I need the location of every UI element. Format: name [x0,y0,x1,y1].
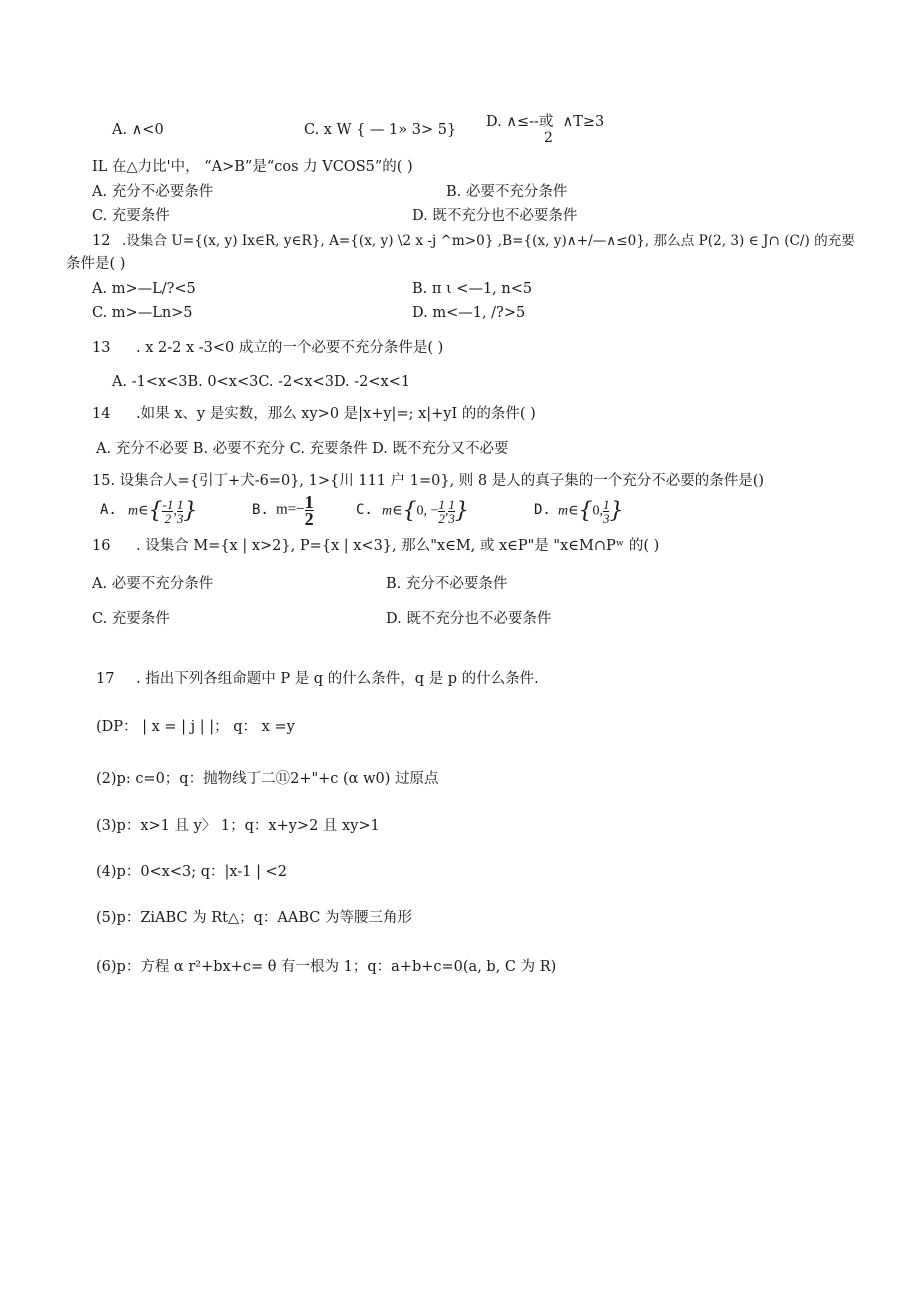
q12-option-d: D. m<—1, /?>5 [412,305,526,321]
q15-option-c-zero: 0, − [416,503,439,519]
q15-option-c-math: m∈{0, − $\frac{1}{2}$ , $\frac{1}{3}$ } [382,497,469,526]
q17-item-3: (3)p：x>1 且 y〉 1；q：x+y>2 且 xy>1 [96,818,380,834]
q15-option-d-label: D. [534,502,551,518]
q15-option-d-den: 3 [602,511,610,526]
q10-option-d-mid: 或 [538,114,554,130]
q15-option-a-den2: 3 [176,511,184,526]
q13-stem: . x 2-2 x -3<0 成立的一个必要不充分条件是( ) [136,340,444,356]
q15-option-c-label: C. [356,502,373,518]
q12-stem-continued: 条件是( ) [66,256,126,272]
q15-stem: 15. 设集合人={引丁+犬-6=0}, 1>{川 111 户 1=0}, 则 8 是人的真子集的一个充分不必要的条件是() [92,473,765,489]
q15-option-d-math: m∈{0, $\frac{1}{3}$ } [558,497,624,526]
q17-number: 17 [96,671,115,687]
q15-option-b-den: 2 [304,509,314,529]
q15-option-a-lead: m∈ [128,503,149,519]
q14-stem: .如果 x、y 是实数，那么 xy>0 是|x+y|=; x|+yI 的的条件( ) [136,406,536,422]
q12-option-a: A. m>—L/?<5 [92,281,196,297]
q15-option-a-den1: 2 [162,511,173,525]
q15-option-b-lead: m=− [276,501,305,518]
q15-option-d-zero: 0, [592,503,603,519]
q11-stem: IL 在△力比'中， “A>B”是“cos 力 VCOS5”的( ) [92,159,413,175]
q15-option-c-num1: 1 [438,497,445,512]
q14-number: 14 [92,406,111,422]
q12-option-c: C. m>—Ln>5 [92,305,193,321]
q15-option-a-num2: 1 [176,497,184,512]
q17-item-4: (4)p：0<x<3; q：|x-1 | <2 [96,864,287,880]
q12-number: 12 [92,233,111,249]
q14-options: A. 充分不必要 B. 必要不充分 C. 充要条件 D. 既不充分又不必要 [96,441,509,457]
q15-option-c-den2: 3 [448,511,455,526]
q11-option-c: C. 充要条件 [92,208,170,224]
q15-option-d-num: 1 [602,497,610,512]
q16-stem: . 设集合 M={x | x>2}, P={x | x<3}, 那么"x∈M, 或 x∈P"是 "x∈M∩Pʷ 的( ) [136,538,660,554]
q12-option-b: B. π ι <—1, n<5 [412,281,533,297]
q10-option-a: A. ∧<0 [112,122,164,138]
q13-number: 13 [92,340,111,356]
q15-option-b-math [276,494,314,527]
q15-option-c-lead: m∈ [382,503,403,519]
q15-option-a-label: A. [100,502,117,518]
q16-option-d: D. 既不充分也不必要条件 [386,611,552,627]
q16-option-a: A. 必要不充分条件 [92,576,214,592]
q15-option-c-num2: 1 [448,497,455,512]
q11-option-d: D. 既不充分也不必要条件 [412,208,578,224]
q13-options: A. -1<x<3B. 0<x<3C. -2<x<3D. -2<x<1 [112,374,411,390]
q15-option-d-lead: m∈ [558,503,579,519]
q16-option-b: B. 充分不必要条件 [386,576,508,592]
q17-item-1: (DP： | x = | j | |； q： x =y [96,719,295,735]
q16-number: 16 [92,538,111,554]
q15-option-a-num1: -1 [162,497,174,512]
q15-option-b-num: 1 [304,492,314,512]
q12-stem: .设集合 U={(x, y) Ix∈R, y∈R}, A={(x, y) \2 x -j ^m>0} ,B={(x, y)∧+/—∧≤0}, 那么点 P(2, 3) ∈ J∩ (C/) 的充要 [122,233,855,249]
q15-option-b-label: B. [252,502,269,518]
q15-option-a-math: m∈{ $\frac{-1}{2}$ , $\frac{1}{3}$ } [128,497,198,526]
q17-item-5: (5)p：ZiABC 为 Rt△；q：AABC 为等腰三角形 [96,910,412,926]
q16-option-c: C. 充要条件 [92,611,170,627]
q10-option-d-post: ∧T≥3 [562,114,605,130]
q17-item-2: (2)p: c=0；q：抛物线丁二⑪2+"+c (α w0) 过原点 [96,771,439,787]
q17-item-6: (6)p：方程 α r²+bx+c= θ 有一根为 1；q：a+b+c=0(a, b, C 为 R) [96,959,557,975]
q11-option-a: A. 充分不必要条件 [92,184,214,200]
q11-option-b: B. 必要不充分条件 [446,184,568,200]
q10-option-c: C. x W { — 1» 3> 5} [304,122,457,138]
q10-option-d-denominator: 2 [544,130,553,146]
q15-option-c-den1: 2 [438,511,445,526]
q17-stem: . 指出下列各组命题中 P 是 q 的什么条件，q 是 p 的什么条件. [136,671,539,687]
q10-option-d-pre: D. ∧≤-- [486,114,539,130]
